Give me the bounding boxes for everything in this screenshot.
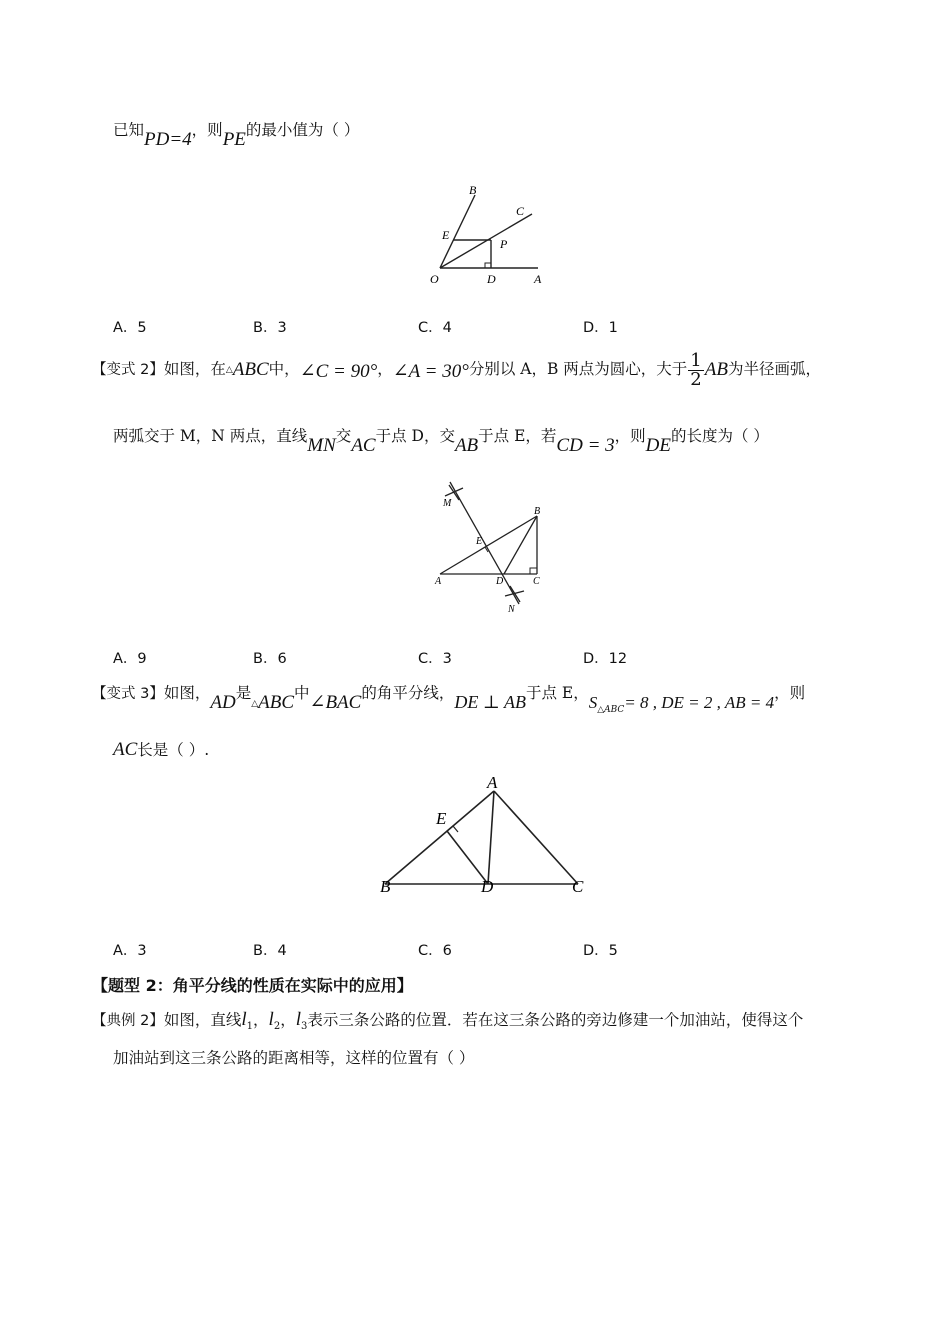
label-C: C [533,576,540,587]
label-A: A [534,272,542,286]
label-E: E [436,809,447,828]
v2-ac: AC [351,435,376,456]
right-angle-mark [485,263,491,268]
v3-option-c[interactable]: C．6 [418,943,452,959]
label-N: N [508,604,515,615]
v2-triangle-symbol: △ [225,365,233,375]
ex2-l3: l [295,1009,301,1030]
v3-text-a: 如图， [163,684,211,702]
v2-tag: 【变式 2】 [92,362,164,378]
v2-fraction [688,352,703,389]
v3-triangle-symbol: △ [251,699,259,709]
v2-text-e: 两弧交于 M，N 两点，直线 [113,427,308,445]
v3-text-g: 长是（ ）. [137,741,210,759]
label-D: D [487,272,496,286]
label-D: D [481,877,494,896]
v2-mn: MN [307,435,336,456]
v2-option-c[interactable]: C．3 [418,651,452,667]
label-O: O [430,272,439,286]
label-E: E [442,228,450,242]
v3-option-b[interactable]: B．4 [253,943,287,959]
right-angle-mark-C [530,568,537,574]
v2-text-f: 交 [335,427,352,445]
v2-abc: ABC [232,359,269,380]
v2-comma: ， [377,360,393,378]
v3-text-d: 的角平分线， [361,684,455,702]
ex2-sep1: ， [253,1011,269,1029]
label-E: E [476,536,483,547]
ex2-tag: 【典例 2】 [92,1013,164,1029]
v3-area-s: S [588,693,598,712]
v2-line1 [92,352,821,392]
label-B: B [469,183,477,197]
label-B: B [380,877,391,896]
ex2-line1 [92,1010,803,1040]
ex2-line2: 加油站到这三条公路的距离相等，这样的位置有（ ） [113,1049,475,1067]
line-MN [450,482,519,604]
v2-line2 [113,424,769,464]
v2-text-a: 如图，在 [163,360,226,378]
segment-AC [494,791,578,884]
label-M: M [443,498,452,509]
label-D: D [496,576,504,587]
figure-triangle-bisector [375,770,595,900]
ray-OC [440,214,532,268]
v2-angle-a: ∠A = 30° [392,361,469,382]
v2-ab: AB [704,359,728,380]
v3-ac: AC [113,739,138,760]
v2-frac-den: 2 [690,369,702,390]
q1-option-d[interactable]: D．1 [583,320,618,336]
v3-option-a[interactable]: A．3 [113,943,147,959]
v3-perp: DE ⊥ AB [454,692,526,712]
v2-frac-num: 1 [690,350,702,371]
segment-BD [504,516,537,574]
segment-AD [488,791,494,884]
v2-text-b: 中， [268,360,300,378]
v2-de: DE [645,435,671,456]
ex2-text-b: 表示三条公路的位置．若在这三条公路的旁边修建一个加油站，使得这个 [307,1011,804,1029]
q1-stem-suffix: 的最小值为（ ） [245,121,360,139]
v2-text-c: 分别以 A，B 两点为圆心，大于 [468,360,688,378]
v3-text-f: ，则 [774,684,806,702]
section-heading: 【题型 2：角平分线的性质在实际中的应用】 [92,976,413,995]
v3-bac: ∠BAC [309,692,362,713]
v3-condition: = 8 , DE = 2 , AB = 4 [624,693,775,712]
v2-text-h: 于点 E，若 [478,427,557,445]
v3-line1 [92,682,805,722]
v2-ab2: AB [454,435,479,456]
ex2-sep2: ， [280,1011,296,1029]
q1-option-c[interactable]: C．4 [418,320,452,336]
label-A: A [435,576,442,587]
v2-text-j: 的长度为（ ） [670,427,769,445]
label-C: C [572,877,584,896]
q1-target: PE [222,129,246,150]
segment-AB [440,516,537,574]
ex2-l3-sub: 3 [300,1021,308,1032]
v3-ad: AD [210,692,236,713]
q1-stem [113,118,359,158]
ex2-l2-sub: 2 [273,1021,281,1032]
q1-option-a[interactable]: A．5 [113,320,147,336]
v2-text-g: 于点 D，交 [375,427,455,445]
v2-angle-c: ∠C = 90° [299,361,378,382]
label-B: B [534,506,541,517]
v2-option-d[interactable]: D．12 [583,651,628,667]
label-P: P [500,237,508,251]
ex2-text-a: 如图，直线 [163,1011,242,1029]
figure-angle-bisector-1 [420,180,560,290]
v3-text-c: 中 [294,684,310,702]
v3-line2 [113,740,209,770]
q1-stem-mid: ，则 [191,121,223,139]
q1-condition: PD=4 [144,129,192,150]
v3-area-sub: △ABC [597,705,625,715]
ex2-l2: l [268,1009,274,1030]
label-C: C [516,204,525,218]
ex2-l1: l [241,1009,247,1030]
v3-text-b: 是 [235,684,252,702]
figure-perpendicular-bisector [425,478,560,618]
v2-text-d: 为半径画弧， [727,360,821,378]
q1-option-b[interactable]: B．3 [253,320,287,336]
v3-tag: 【变式 3】 [92,686,164,702]
label-A: A [487,773,498,792]
q1-stem-prefix: 已知 [113,121,145,139]
v2-option-b[interactable]: B．6 [253,651,287,667]
v2-option-a[interactable]: A．9 [113,651,147,667]
v3-abc: ABC [258,692,295,713]
right-angle-mark-E [447,826,458,832]
v2-text-i: ，则 [614,427,646,445]
v3-option-d[interactable]: D．5 [583,943,618,959]
ex2-l1-sub: 1 [246,1021,254,1032]
v3-text-e: 于点 E， [525,684,589,702]
v2-cd: CD = 3 [556,435,615,456]
